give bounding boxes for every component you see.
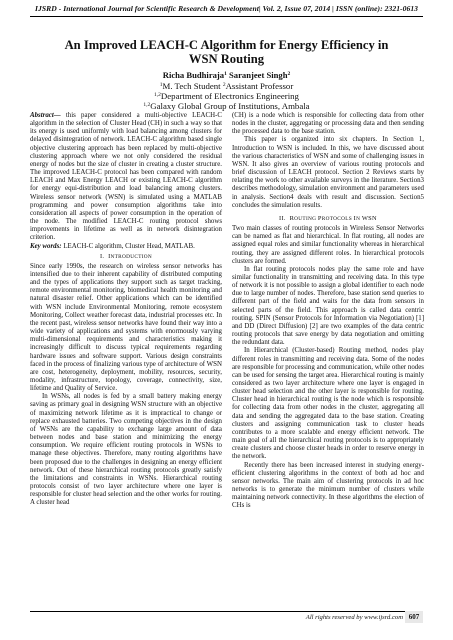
authors — [0, 70, 453, 80]
right-paragraph-2: This paper is organized into six chapters. In Section 1, Introduction to WSN is included. In this, we have discussed about the various characteristics of WSN and some of challenging issues in WSN. It also gives an overview of various routing protocols and brief discussion of LEACH protocol. Section 2 Reviews starts by relating the work to other available surveys in the literature. Section3 describes methodology, simulation environment and parameters used in analysis. Section4 deals with result and discussion. Section5 concludes the simulation results. — [232, 136, 424, 209]
keywords-label: Key words: — [30, 242, 62, 250]
page-number: 607 — [405, 611, 423, 623]
right-paragraph-1: (CH) is a node which is responsible for collecting data from other nodes in the cluster, aggregating or processing data and then sending the processed data to the base station. — [232, 112, 424, 136]
affiliation-line-1: $^1$M. Tech Student $^2$Assistant Professor — [159, 81, 294, 91]
author-2-sup: 2 — [287, 71, 291, 77]
section-2-paragraph-2: In flat routing protocols nodes play the same role and have similar functionality in transmitting and receiving data. In this type of network it is not possible to assign a global identifier to each node due to large number of nodes. Therefore, base station send queries to different part of the field and waits for the data from sensors in selected parts of the field. This approach is called data centric routing. SPIN (Sensor Protocols for Information via Negotiation) [1] and DD (Direct Diffusion) [2] are two examples of the data centric routing protocols that save energy by data negotiation and omitting the redundant data. — [232, 265, 424, 347]
author-1: Richa Budhiraja — [162, 70, 225, 80]
section-1-heading: I. INTRODUCTION — [99, 252, 153, 260]
section-2-heading: II. ROUTING PROTOCOLS IN WSN — [279, 214, 377, 222]
journal-header: IJSRD - International Journal for Scientific Research & Development| Vol. 2, Issue 07, 2014 | ISSN (online): 2321-0613 — [34, 4, 419, 13]
abstract-label: Abstract— — [30, 112, 61, 119]
author-1-sup: 1 — [224, 71, 227, 77]
footer-text: All rights reserved by www.ijsrd.com — [305, 614, 403, 621]
keywords-text: LEACH-C algorithm, Cluster Head, MATLAB. — [63, 242, 195, 250]
section-2-paragraph-3: In Hierarchical (Cluster-based) Routing method, nodes play different roles in transmitting and receiving data. Some of the nodes are responsible for processing and communication, while other nodes can be used for sensing the target area. Hierarchical routing is mainly considered as two layer architecture where one layer is engaged in cluster head selection and the other layer is responsible for routing. Cluster head in hierarchical routing is the node which is responsible for collecting data from other nodes in the cluster, aggregating all data and sending the aggregated data to the base station. Creating clusters and assigning communication task to cluster heads contributes to a more scalable and energy efficient network. The main goal of all the hierarchical routing protocols is to appropriately create clusters and choose cluster heads in order to reserve energy in the network. — [232, 347, 424, 461]
paper-title: An Improved LEACH-C Algorithm for Energy Efficiency in WSN Routing — [64, 38, 389, 67]
footer-rule — [30, 611, 423, 612]
section-2-paragraph-1: Two main classes of routing protocols in Wireless Sensor Networks can be named as flat and hierarchical. In flat routing, all nodes are assigned equal roles and similar functionality whereas in hierarchical routing, they are assigned different roles. In hierarchical protocols clusters are formed. — [232, 225, 424, 265]
left-column — [30, 112, 222, 508]
abstract — [30, 112, 222, 243]
keywords — [30, 243, 222, 251]
affiliation-line-2: $^{1,2}$Department of Electronics Engineering — [154, 91, 299, 101]
author-2: Saranjeet Singh — [229, 70, 288, 80]
abstract-text: this paper considered a multi-objective LEACH-C algorithm in the selection of Cluster Head (CH) in such a way so that its energy is used uniformly with load balancing among clusters for delayed disintegration of network. LEACH-C algorithm based single objective clustering approach has been replaced by multi-objective clustering approach where we not only considered the residual energy of nodes but the size of cluster in creating a cluster structure. The improved LEACH-C protocol has been compared with random LEACH and Max Energy LEACH or existing LEACH-C algorithm for energy equi-distribution and load balancing among clusters. Wireless sensor network (WSN) is simulated using a MATLAB programming and power consumption algorithms take into consideration all aspects of power consumption in the operation of the node. The modified LEACH-C routing protocol shows improvements in lifetime as well as in network disintegration criterion. — [30, 112, 222, 242]
section-1-paragraph-1: Since early 1990s, the research on wireless sensor networks has intensified due to their inherent capability of distributed computing and the types of applications they support such as target tracking, remote environmental monitoring, biomedical health monitoring and natural disaster relief. Other applications which can be identified with WSN include Environmental Monitoring, remote ecosystem Monitoring, Collect weather forecast data, industrial processes etc. In the recent past, wireless sensor networks have found their way into a wide variety of applications and systems with enormously varying multi-dimensional requirements and characteristics making it increasingly difficult to discuss typical requirements regarding hardware issues and software support. Various design constraints faced in the process of finalizing various type of architecture of WSN are cost, heterogeneity, deployment, mobility, resources, security, modality, infrastructure, topology, coverage, connectivity, size, lifetime and Quality of Service. — [30, 262, 222, 393]
section-1-paragraph-2: In WSNs, all nodes is fed by a small battery making energy saving as primary goal in designing WSN structure with an objective of maximizing network lifetime as it is impractical to change or replace exhausted batteries. Two competing objectives in the design of WSNs are the capability to exchange large amount of data between nodes and base station and minimizing the energy consumption. We require efficient routing protocols in WSNs to manage these objectives. Therefore, many routing algorithms have been proposed due to the challenges in designing an energy efficient network. Out of these hierarchical routing protocols greatly satisfy the limitations and constraints in WSNs. Hierarchical routing protocols consist of two layer architecture where one layer is responsible for cluster head selection and the other works for routing. A cluster head — [30, 393, 222, 507]
header-rule — [30, 16, 423, 17]
section-2-paragraph-4: Recently there has been increased interest in studying energy-efficient clustering algorithms in the context of both ad hoc and sensor networks. The main aim of clustering protocols in ad hoc networks is to generate the minimum number of clusters while maintaining network connectivity. In these algorithms the election of CHs is — [232, 461, 424, 510]
right-column — [232, 112, 424, 511]
affiliation-line-3: $^{1,2}$Galaxy Global Group of Institutions, Ambala — [143, 101, 310, 111]
